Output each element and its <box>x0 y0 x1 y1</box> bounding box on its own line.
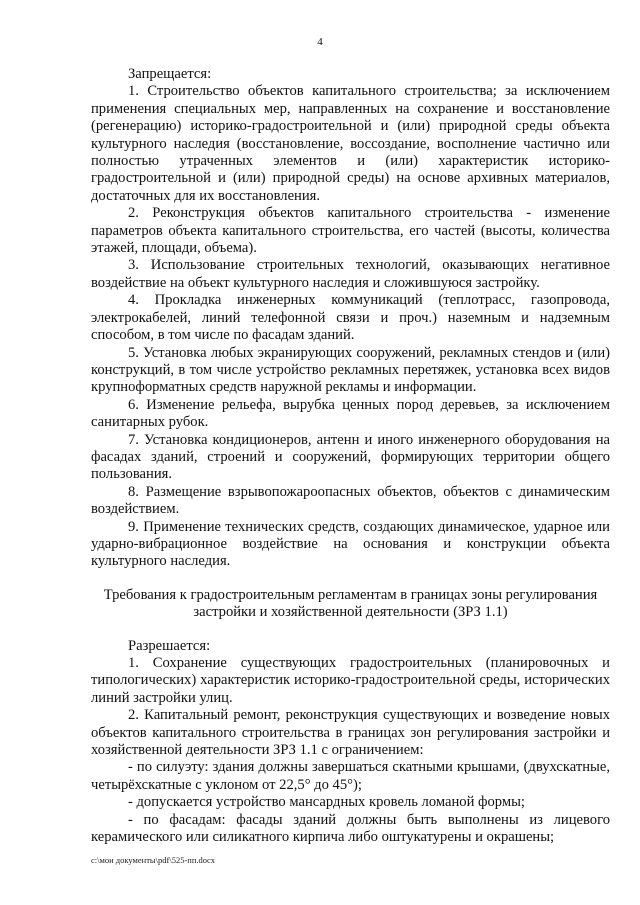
allowed-restriction-mansard: - допускается устройство мансардных кровель ломаной формы; <box>128 794 525 811</box>
section-lead-prohibited: Запрещается: <box>128 66 212 82</box>
document-body <box>91 66 610 846</box>
prohibited-item-7: 7. Установка кондиционеров, антенн и иного инженерного оборудования на фасадах зданий, строений и сооружений, формирующих территории общего пользования. <box>91 431 610 483</box>
prohibited-item-9: 9. Применение технических средств, создающих динамическое, ударное или ударно-вибрационное воздействие на основания и конструкции объекта культурного наследия. <box>91 518 610 570</box>
section-heading: Требования к градостроительным регламентам в границах зоны регулирования застройки и хозяйственной деятельности (ЗРЗ 1.1) <box>103 586 598 621</box>
file-path-footer: c:\мои документы\pdf\525-пп.docx <box>91 855 216 865</box>
prohibited-item-8: 8. Размещение взрывопожароопасных объектов, объектов с динамическим воздействием. <box>91 483 610 518</box>
prohibited-item-6: 6. Изменение рельефа, вырубка ценных пород деревьев, за исключением санитарных рубок. <box>91 396 610 431</box>
prohibited-item-3: 3. Использование строительных технологий, оказывающих негативное воздействие на объект культурного наследия и сложившуюся застройку. <box>91 257 610 291</box>
page-number: 4 <box>317 36 323 48</box>
allowed-item-1: 1. Сохранение существующих градостроительных (планировочных и типологических) характеристик историко-градостроительной среды, исторических линий застройки улиц. <box>91 655 610 706</box>
prohibited-item-1: 1. Строительство объектов капитального строительства; за исключением применения специальных мер, направленных на сохранение и восстановление (регенерацию) историко-градостроительной и (или) природной среды объекта культурного наследия (восстановление, воссоздание, восполнение частично или полностью утраченных элементов и (или) характеристик историко-градостроительной и (или) природной среды) на основе архивных материалов, достаточных для их восстановления. <box>91 83 610 204</box>
prohibited-item-4: 4. Прокладка инженерных коммуникаций (теплотрасс, газопровода, электрокабелей, линий телефонной связи и проч.) наземным и надземным способом, в том числе по фасадам зданий. <box>91 292 610 344</box>
prohibited-item-5: 5. Установка любых экранирующих сооружений, рекламных стендов и (или) конструкций, в том числе устройство рекламных перетяжек, установка всех видов крупноформатных средств наружной рекламы и информации. <box>91 344 610 396</box>
allowed-restriction-facades: - по фасадам: фасады зданий должны быть выполнены из лицевого керамического или силикатного кирпича либо оштукатурены и окрашены; <box>91 811 610 846</box>
section-lead-allowed: Разрешается: <box>128 637 211 654</box>
prohibited-item-2: 2. Реконструкция объектов капитального строительства - изменение параметров объекта капитального строительства, его частей (высоты, количества этажей, площади, объема). <box>91 205 610 257</box>
allowed-item-2: 2. Капитальный ремонт, реконструкция существующих и возведение новых объектов капитального строительства в границах зон регулирования застройки и хозяйственной деятельности ЗРЗ 1.1 с ограничением: <box>91 707 610 759</box>
allowed-restriction-silhouette: - по силуэту: здания должны завершаться скатными крышами, (двухскатные, четырёхскатные с уклоном от 22,5° до 45°); <box>91 759 610 793</box>
